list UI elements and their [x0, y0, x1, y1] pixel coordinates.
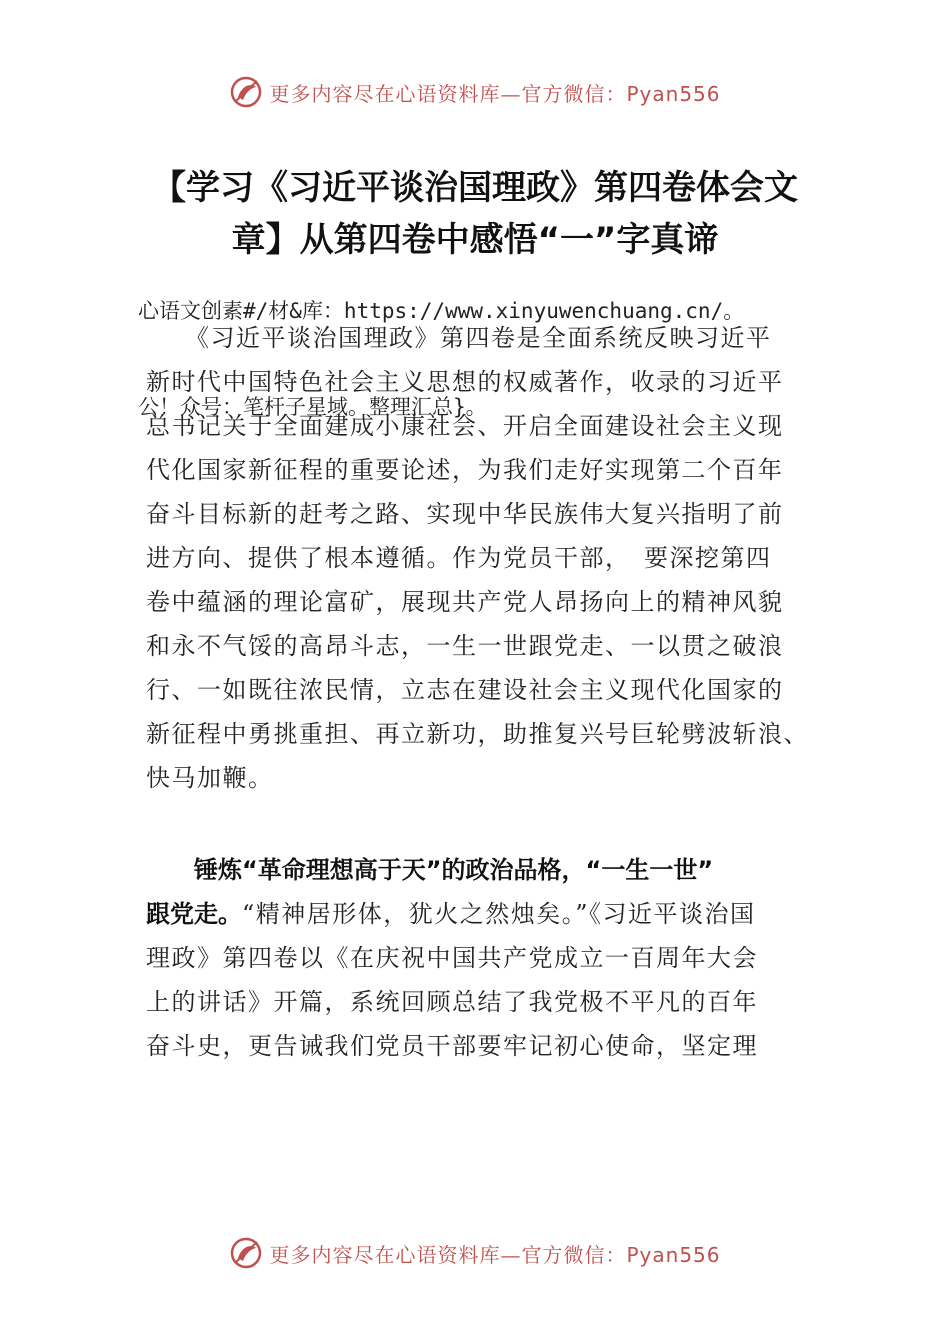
brand-logo-icon — [229, 75, 263, 109]
header-banner — [0, 70, 950, 114]
footer-separator: — — [500, 1242, 522, 1267]
footer-wechat-label: 官方微信： — [521, 1242, 627, 1267]
paragraph-line: 上的讲话》开篇，系统回顾总结了我党极不平凡的百年 — [146, 988, 758, 1016]
title-line-2: 章】从第四卷中感悟“一”字真谛 — [231, 220, 719, 260]
paragraph-line: 新时代中国特色社会主义思想的权威著作，收录的习近平 — [146, 368, 784, 396]
title-line-1: 【学习《习近平谈治国理政》第四卷体会文 — [152, 168, 798, 208]
paragraph-line: 奋斗史，更告诫我们党员干部要牢记初心使命，坚定理 — [146, 1032, 758, 1060]
footer-banner — [0, 1231, 950, 1275]
header-wechat-label: 官方微信： — [521, 81, 627, 106]
section-heading-tail: 跟党走。 — [146, 900, 242, 928]
source-line-1: 心语文创素#/材&库：https://www.xinyuwenchuang.cn/。 — [138, 299, 745, 323]
paragraph-line: 和永不气馁的高昂斗志，一生一世跟党走、一以贯之破浪 — [146, 632, 784, 660]
paragraph-line: 理政》第四卷以《在庆祝中国共产党成立一百周年大会 — [146, 944, 758, 972]
header-separator: — — [500, 81, 522, 106]
source-line-2: 公！众号：笔杆子星域。整理汇总}。 — [138, 395, 487, 419]
header-text: 更多内容尽在心语资料库 — [269, 81, 501, 106]
brand-logo-icon — [229, 1236, 263, 1270]
paragraph-1 — [146, 316, 836, 800]
header-wechat-id: Pyan556 — [626, 81, 721, 106]
section-heading: 锤炼“革命理想高于天”的政治品格，“一生一世” — [146, 856, 714, 884]
footer-wechat-id: Pyan556 — [626, 1242, 721, 1267]
paragraph-line: 《习近平谈治国理政》第四卷是全面系统反映习近平 — [146, 324, 772, 352]
paragraph-line: 代化国家新征程的重要论述，为我们走好实现第二个百年 — [146, 456, 784, 484]
paragraph-line: 总书记关于全面建成小康社会、开启全面建设社会主义现 — [146, 412, 784, 440]
paragraph-line: 奋斗目标新的赶考之路、实现中华民族伟大复兴指明了前 — [146, 500, 784, 528]
paragraph-line: 快马加鞭。 — [146, 764, 274, 792]
paragraph-line: 进方向、提供了根本遵循。作为党员干部， 要深挖第四 — [146, 544, 772, 572]
paragraph-line: 新征程中勇挑重担、再立新功，助推复兴号巨轮劈波斩浪、 — [146, 720, 809, 748]
paragraph-2 — [146, 848, 836, 1068]
paragraph-line: 卷中蕴涵的理论富矿，展现共产党人昂扬向上的精神风貌 — [146, 588, 784, 616]
paragraph-line — [146, 892, 836, 936]
paragraph-line: 行、一如既往浓民情，立志在建设社会主义现代化国家的 — [146, 676, 784, 704]
footer-text: 更多内容尽在心语资料库 — [269, 1242, 501, 1267]
paragraph-text: “精神居形体，犹火之然烛矣。”《习近平谈治国 — [242, 900, 756, 928]
